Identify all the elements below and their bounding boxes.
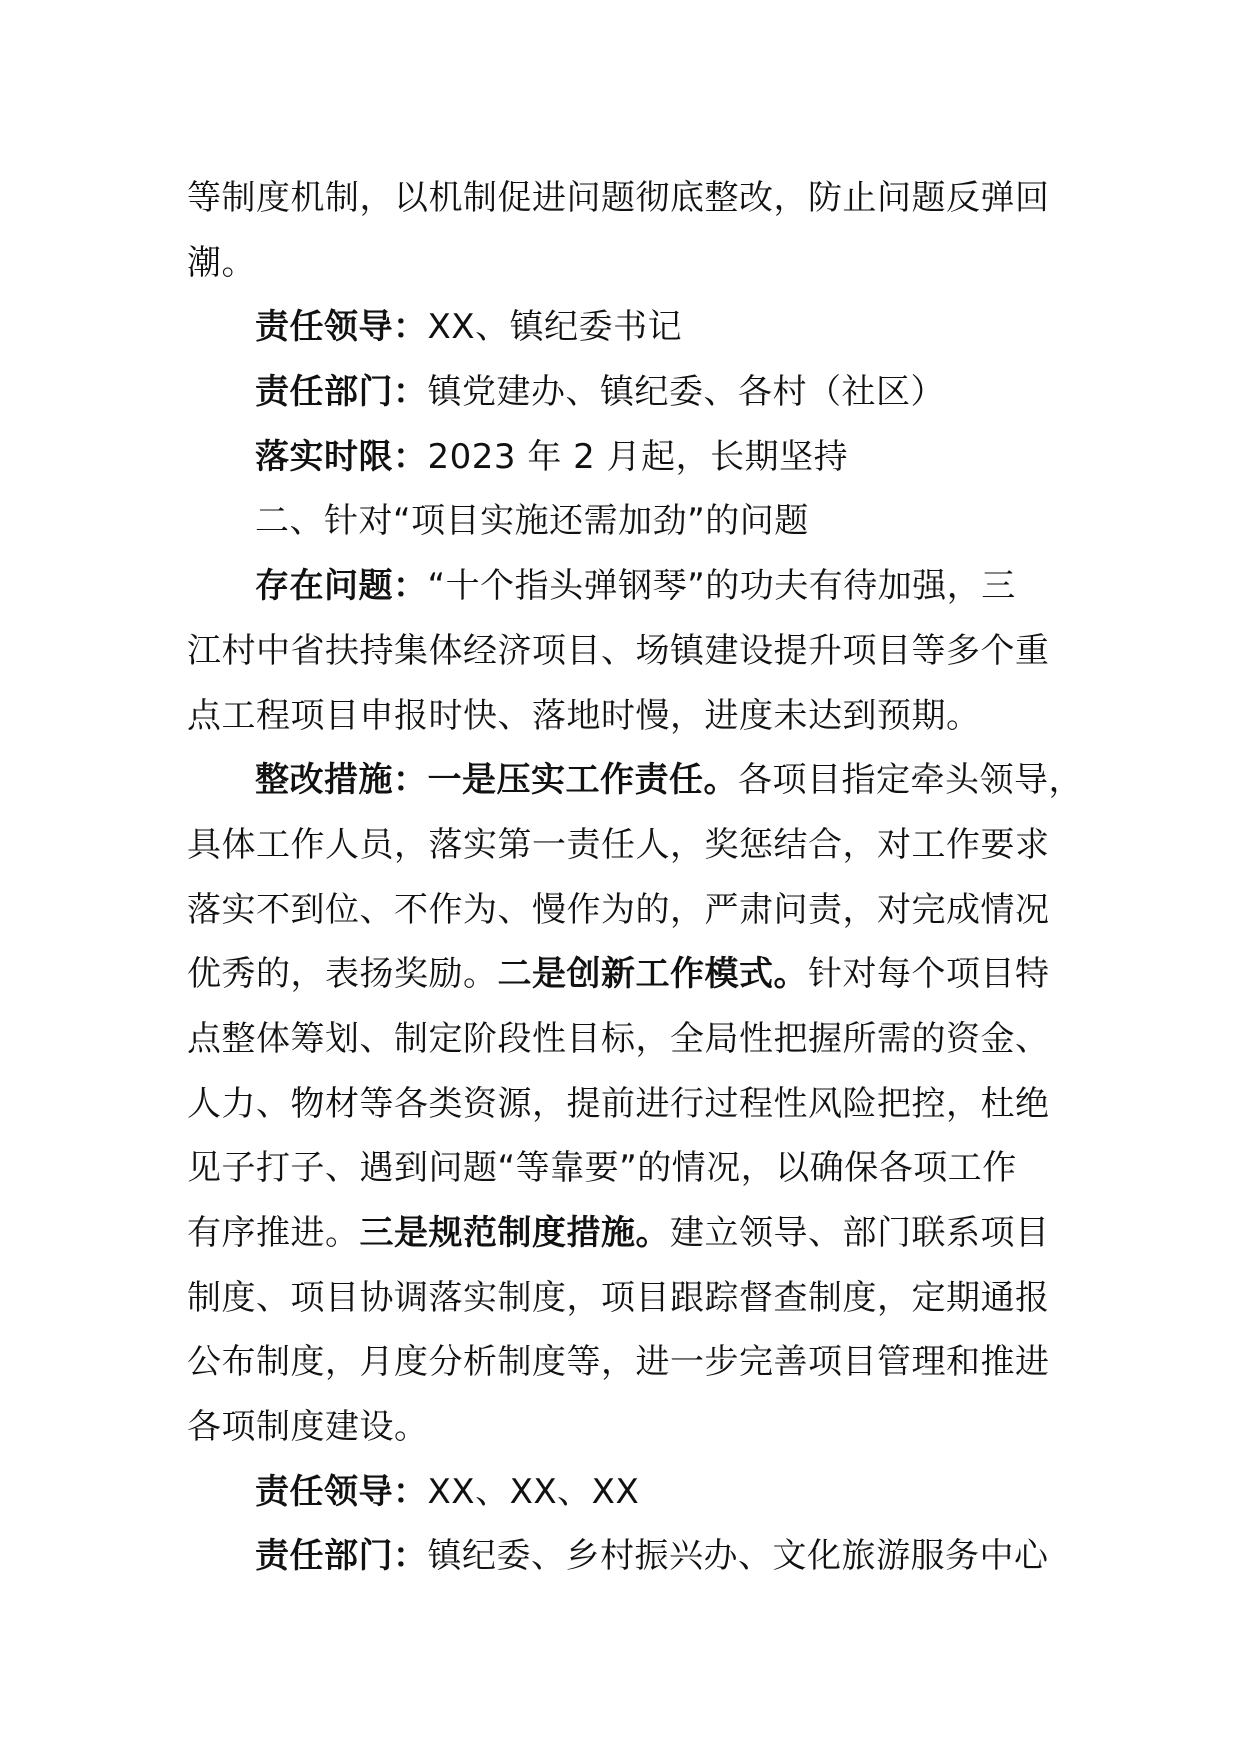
measure-text: 有序推进。 [187, 1213, 360, 1253]
field-label: 整改措施： [255, 760, 428, 801]
field-label: 责任领导： [255, 1471, 428, 1512]
paragraph-line: 落实不到位、不作为、慢作为的，严肃问责，对完成情况 [187, 889, 1050, 930]
measure-heading: 三是规范制度措施。 [359, 1213, 670, 1253]
rectification-measures-line [187, 748, 1097, 813]
field-label: 责任领导： [255, 307, 428, 348]
deadline-line [187, 425, 1097, 490]
measure-text: 优秀的，表扬奖励。 [187, 954, 498, 995]
measure-text: 针对每个项目特 [808, 954, 1050, 995]
field-value: XX、XX、XX [427, 1471, 640, 1512]
responsible-leader-line [187, 1460, 1097, 1525]
field-value: “十个指头弹钢琴”的功夫有待加强，三 [427, 566, 1016, 607]
paragraph-line: 公布制度，月度分析制度等，进一步完善项目管理和推进 [187, 1342, 1050, 1383]
field-value: 镇党建办、镇纪委、各村（社区） [427, 372, 945, 413]
paragraph-line: 潮。 [187, 242, 256, 283]
field-value: XX、镇纪委书记 [427, 307, 683, 348]
paragraph-line: 各项制度建设。 [187, 1407, 429, 1448]
field-value: 2023 年 2 月起，长期坚持 [427, 436, 849, 477]
existing-problem-line [187, 554, 1097, 619]
paragraph-line: 具体工作人员，落实第一责任人，奖惩结合，对工作要求 [187, 824, 1050, 865]
paragraph-line [187, 1201, 1097, 1266]
field-label: 落实时限： [255, 436, 428, 477]
paragraph-line: 制度、项目协调落实制度，项目跟踪督查制度，定期通报 [187, 1277, 1050, 1318]
measure-text: 各项目指定牵头领导， [738, 760, 1083, 801]
responsible-department-line [187, 1524, 1097, 1589]
measure-heading: 二是创新工作模式。 [497, 954, 808, 995]
paragraph-line: 等制度机制，以机制促进问题彻底整改，防止问题反弹回 [187, 178, 1050, 218]
paragraph-line: 见子打子、遇到问题“等靠要”的情况，以确保各项工作 [187, 1148, 1017, 1189]
measure-text: 建立领导、部门联系项目 [670, 1213, 1050, 1253]
field-label: 责任部门： [255, 1536, 428, 1577]
measure-heading: 一是压实工作责任。 [427, 760, 738, 801]
section-heading: 二、针对“项目实施还需加劲”的问题 [255, 501, 809, 542]
document-body [187, 166, 1097, 1589]
paragraph-line: 点整体筹划、制定阶段性目标，全局性把握所需的资金、 [187, 1018, 1050, 1059]
responsible-department-line [187, 360, 1097, 425]
field-value: 镇纪委、乡村振兴办、文化旅游服务中心 [427, 1536, 1049, 1577]
responsible-leader-line [187, 295, 1097, 360]
field-label: 存在问题： [255, 566, 428, 607]
paragraph-line [187, 942, 1097, 1007]
paragraph-line: 江村中省扶持集体经济项目、场镇建设提升项目等多个重 [187, 630, 1050, 671]
paragraph-line: 点工程项目申报时快、落地时慢，进度未达到预期。 [187, 695, 981, 736]
field-label: 责任部门： [255, 372, 428, 413]
paragraph-line: 人力、物材等各类资源，提前进行过程性风险把控，杜绝 [187, 1083, 1050, 1124]
